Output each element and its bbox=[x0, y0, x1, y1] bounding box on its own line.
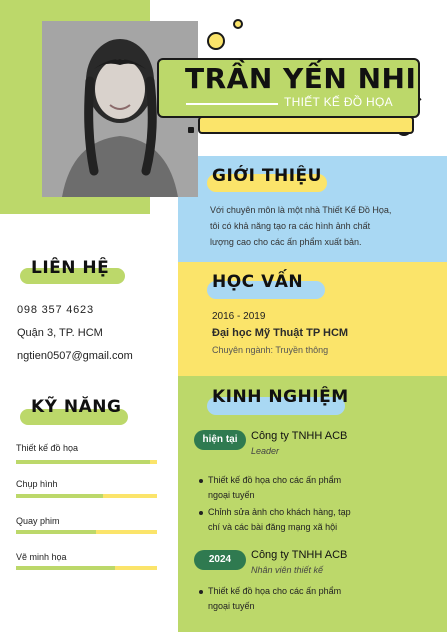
bullet-line: Thiết kế đồ họa cho các ấn phẩm bbox=[208, 475, 342, 485]
person-name: TRẦN YẾN NHI bbox=[185, 62, 417, 95]
bullet-line: Chỉnh sửa ảnh cho khách hàng, tạp bbox=[208, 507, 351, 517]
bullet-line: ngoại tuyến bbox=[208, 601, 255, 611]
intro-heading: GIỚI THIỆU bbox=[212, 166, 322, 186]
education-school: Đại học Mỹ Thuật TP HCM bbox=[212, 327, 349, 339]
name-banner-shadow bbox=[198, 116, 414, 134]
decor-circle-icon bbox=[233, 19, 243, 29]
decor-circle-icon bbox=[207, 32, 225, 50]
intro-line: lượng cao cho các ấn phẩm xuất bản. bbox=[210, 237, 362, 247]
job-role: Leader bbox=[251, 446, 280, 456]
skill-bar bbox=[16, 566, 157, 570]
education-heading: HỌC VẤN bbox=[212, 272, 304, 292]
skill-label: Chụp hình bbox=[16, 479, 58, 489]
experience-heading: KINH NGHIỆM bbox=[212, 387, 349, 407]
skill-bar-fill bbox=[16, 460, 150, 464]
skill-bar-fill bbox=[16, 566, 115, 570]
skill-label: Quay phim bbox=[16, 516, 60, 526]
job-company: Công ty TNHH ACB bbox=[251, 549, 348, 561]
skill-bar bbox=[16, 530, 157, 534]
bullet-line: Thiết kế đồ họa cho các ấn phẩm bbox=[208, 586, 342, 596]
skills-heading: KỸ NĂNG bbox=[31, 397, 122, 417]
education-major: Chuyên ngành: Truyền thông bbox=[212, 345, 329, 355]
skill-label: Thiết kế đồ họa bbox=[16, 443, 79, 453]
job-period-badge: hiện tại bbox=[194, 430, 246, 450]
contact-heading: LIÊN HỆ bbox=[31, 258, 110, 278]
skill-bar-fill bbox=[16, 530, 96, 534]
skill-bar bbox=[16, 494, 157, 498]
decor-dot-icon bbox=[188, 127, 194, 133]
job-title: THIẾT KẾ ĐỒ HỌA bbox=[284, 95, 393, 109]
education-years: 2016 - 2019 bbox=[212, 311, 266, 322]
job-bullet bbox=[208, 584, 341, 614]
job-role: Nhân viên thiết kế bbox=[251, 565, 324, 575]
skill-bar-fill bbox=[16, 494, 103, 498]
bullet-line: ngoại tuyến bbox=[208, 490, 255, 500]
contact-email: ngtien0507@gmail.com bbox=[17, 350, 133, 362]
contact-phone: 098 357 4623 bbox=[17, 304, 94, 316]
skill-label: Vẽ minh họa bbox=[16, 552, 67, 562]
intro-line: tôi có khả năng tạo ra các hình ảnh chất bbox=[210, 221, 371, 231]
intro-line: Với chuyên môn là một nhà Thiết Kế Đồ Họa, bbox=[210, 205, 392, 215]
contact-address: Quận 3, TP. HCM bbox=[17, 327, 103, 339]
bullet-line: chí và các bài đăng mạng xã hội bbox=[208, 522, 338, 532]
job-bullet bbox=[208, 505, 351, 535]
title-divider bbox=[186, 103, 278, 105]
job-period-badge: 2024 bbox=[194, 550, 246, 570]
job-company: Công ty TNHH ACB bbox=[251, 430, 348, 442]
skill-bar bbox=[16, 460, 157, 464]
intro-text bbox=[210, 202, 391, 250]
job-bullet bbox=[208, 473, 341, 503]
